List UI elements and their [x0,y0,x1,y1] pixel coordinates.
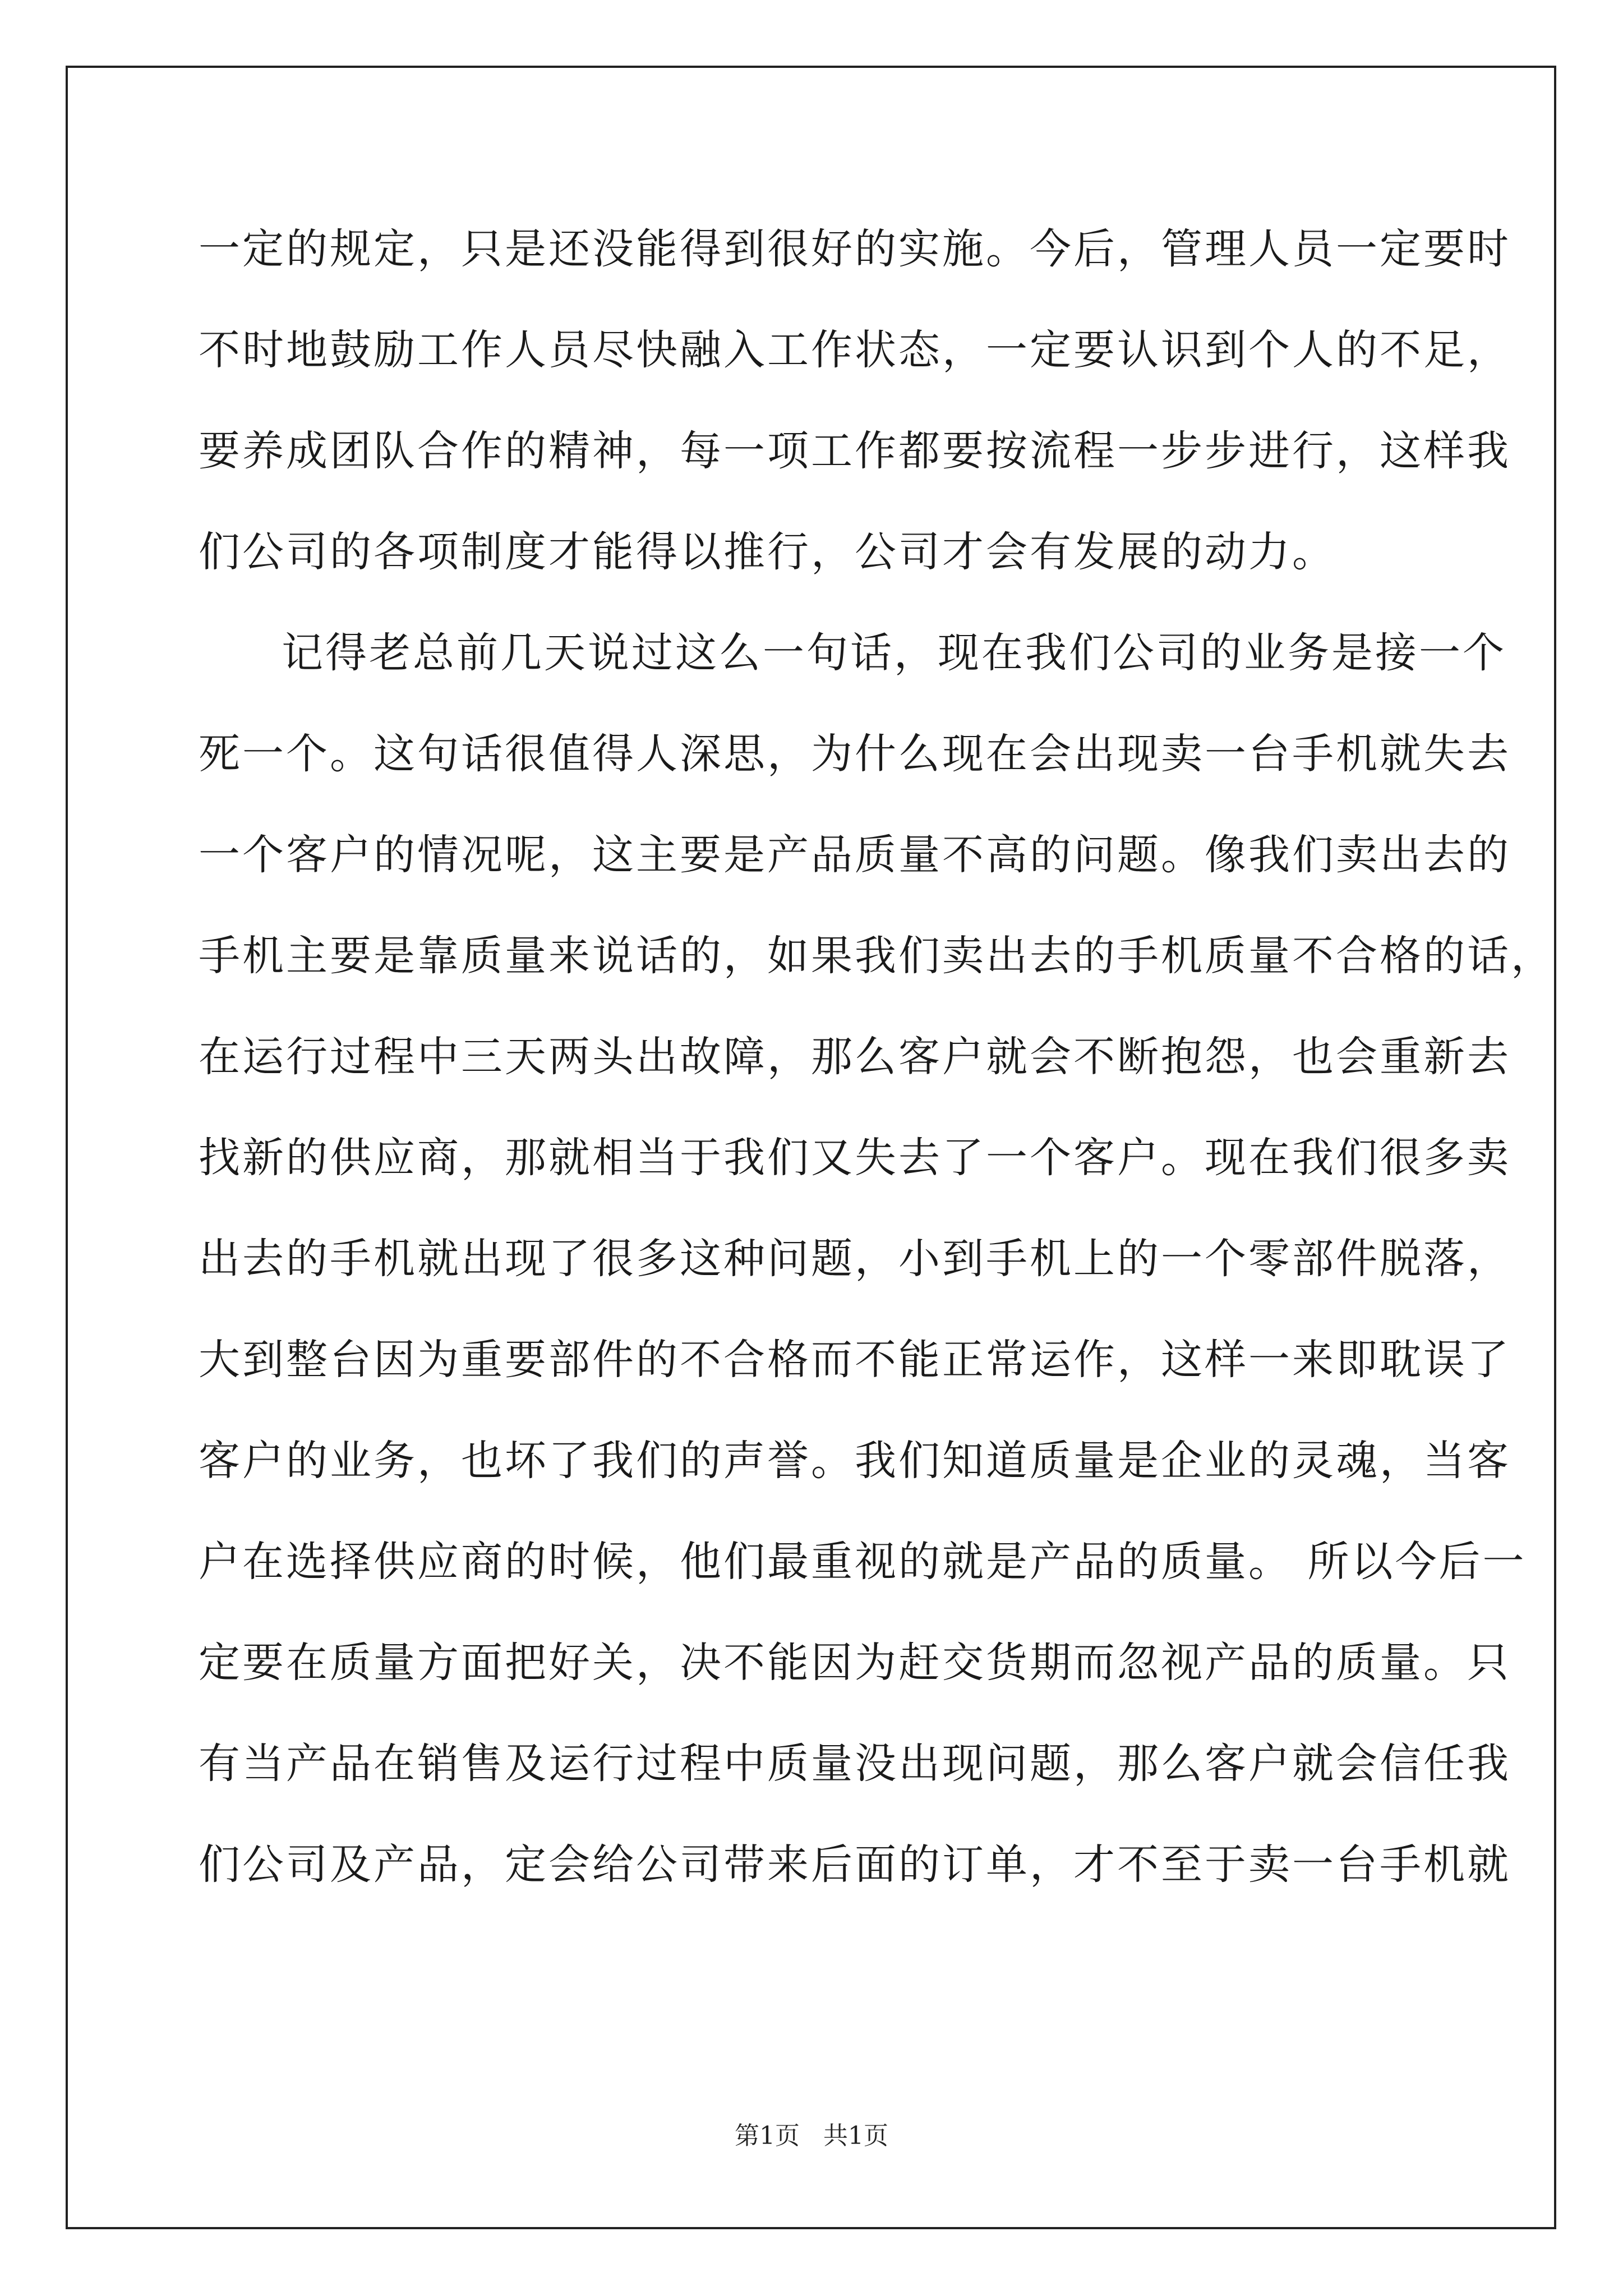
text-line: 找新的供应商，那就相当于我们又失去了一个客户。现在我们很多卖 [199,1134,1511,1182]
text-line: 不时地鼓励工作人员尽快融入工作状态，一定要认识到个人的不足， [199,326,1511,374]
text-line: 大到整台因为重要部件的不合格而不能正常运作，这样一来即耽误了 [199,1336,1511,1384]
text-line: 有当产品在销售及运行过程中质量没出现问题，那么客户就会信任我 [199,1740,1511,1788]
text-line: 手机主要是靠质量来说话的，如果我们卖出去的手机质量不合格的话， [199,932,1555,980]
text-line: 们公司的各项制度才能得以推行，公司才会有发展的动力。 [199,528,1336,576]
text-line: 出去的手机就出现了很多这种问题，小到手机上的一个零部件脱落， [199,1235,1511,1283]
paragraph-start-line: 记得老总前几天说过这么一句话，现在我们公司的业务是接一个 [282,629,1506,677]
text-line: 要养成团队合作的精神，每一项工作都要按流程一步步进行，这样我 [199,427,1511,475]
text-line: 客户的业务，也坏了我们的声誉。我们知道质量是企业的灵魂，当客 [199,1437,1511,1485]
text-line: 一个客户的情况呢，这主要是产品质量不高的问题。像我们卖出去的 [199,831,1511,879]
text-line: 们公司及产品，定会给公司带来后面的订单，才不至于卖一台手机就 [199,1841,1511,1889]
text-line: 定要在质量方面把好关，决不能因为赶交货期而忽视产品的质量。只 [199,1639,1511,1687]
document-body [199,216,1555,1932]
text-line: 死一个。这句话很值得人深思，为什么现在会出现卖一台手机就失去 [199,730,1511,778]
text-line: 在运行过程中三天两头出故障，那么客户就会不断抱怨，也会重新去 [199,1033,1511,1081]
text-line: 户在选择供应商的时候，他们最重视的就是产品的质量。 所以今后一 [199,1538,1527,1586]
text-line: 一定的规定，只是还没能得到很好的实施。今后，管理人员一定要时 [199,225,1511,273]
page-footer: 第1页 共1页 [735,2122,888,2150]
